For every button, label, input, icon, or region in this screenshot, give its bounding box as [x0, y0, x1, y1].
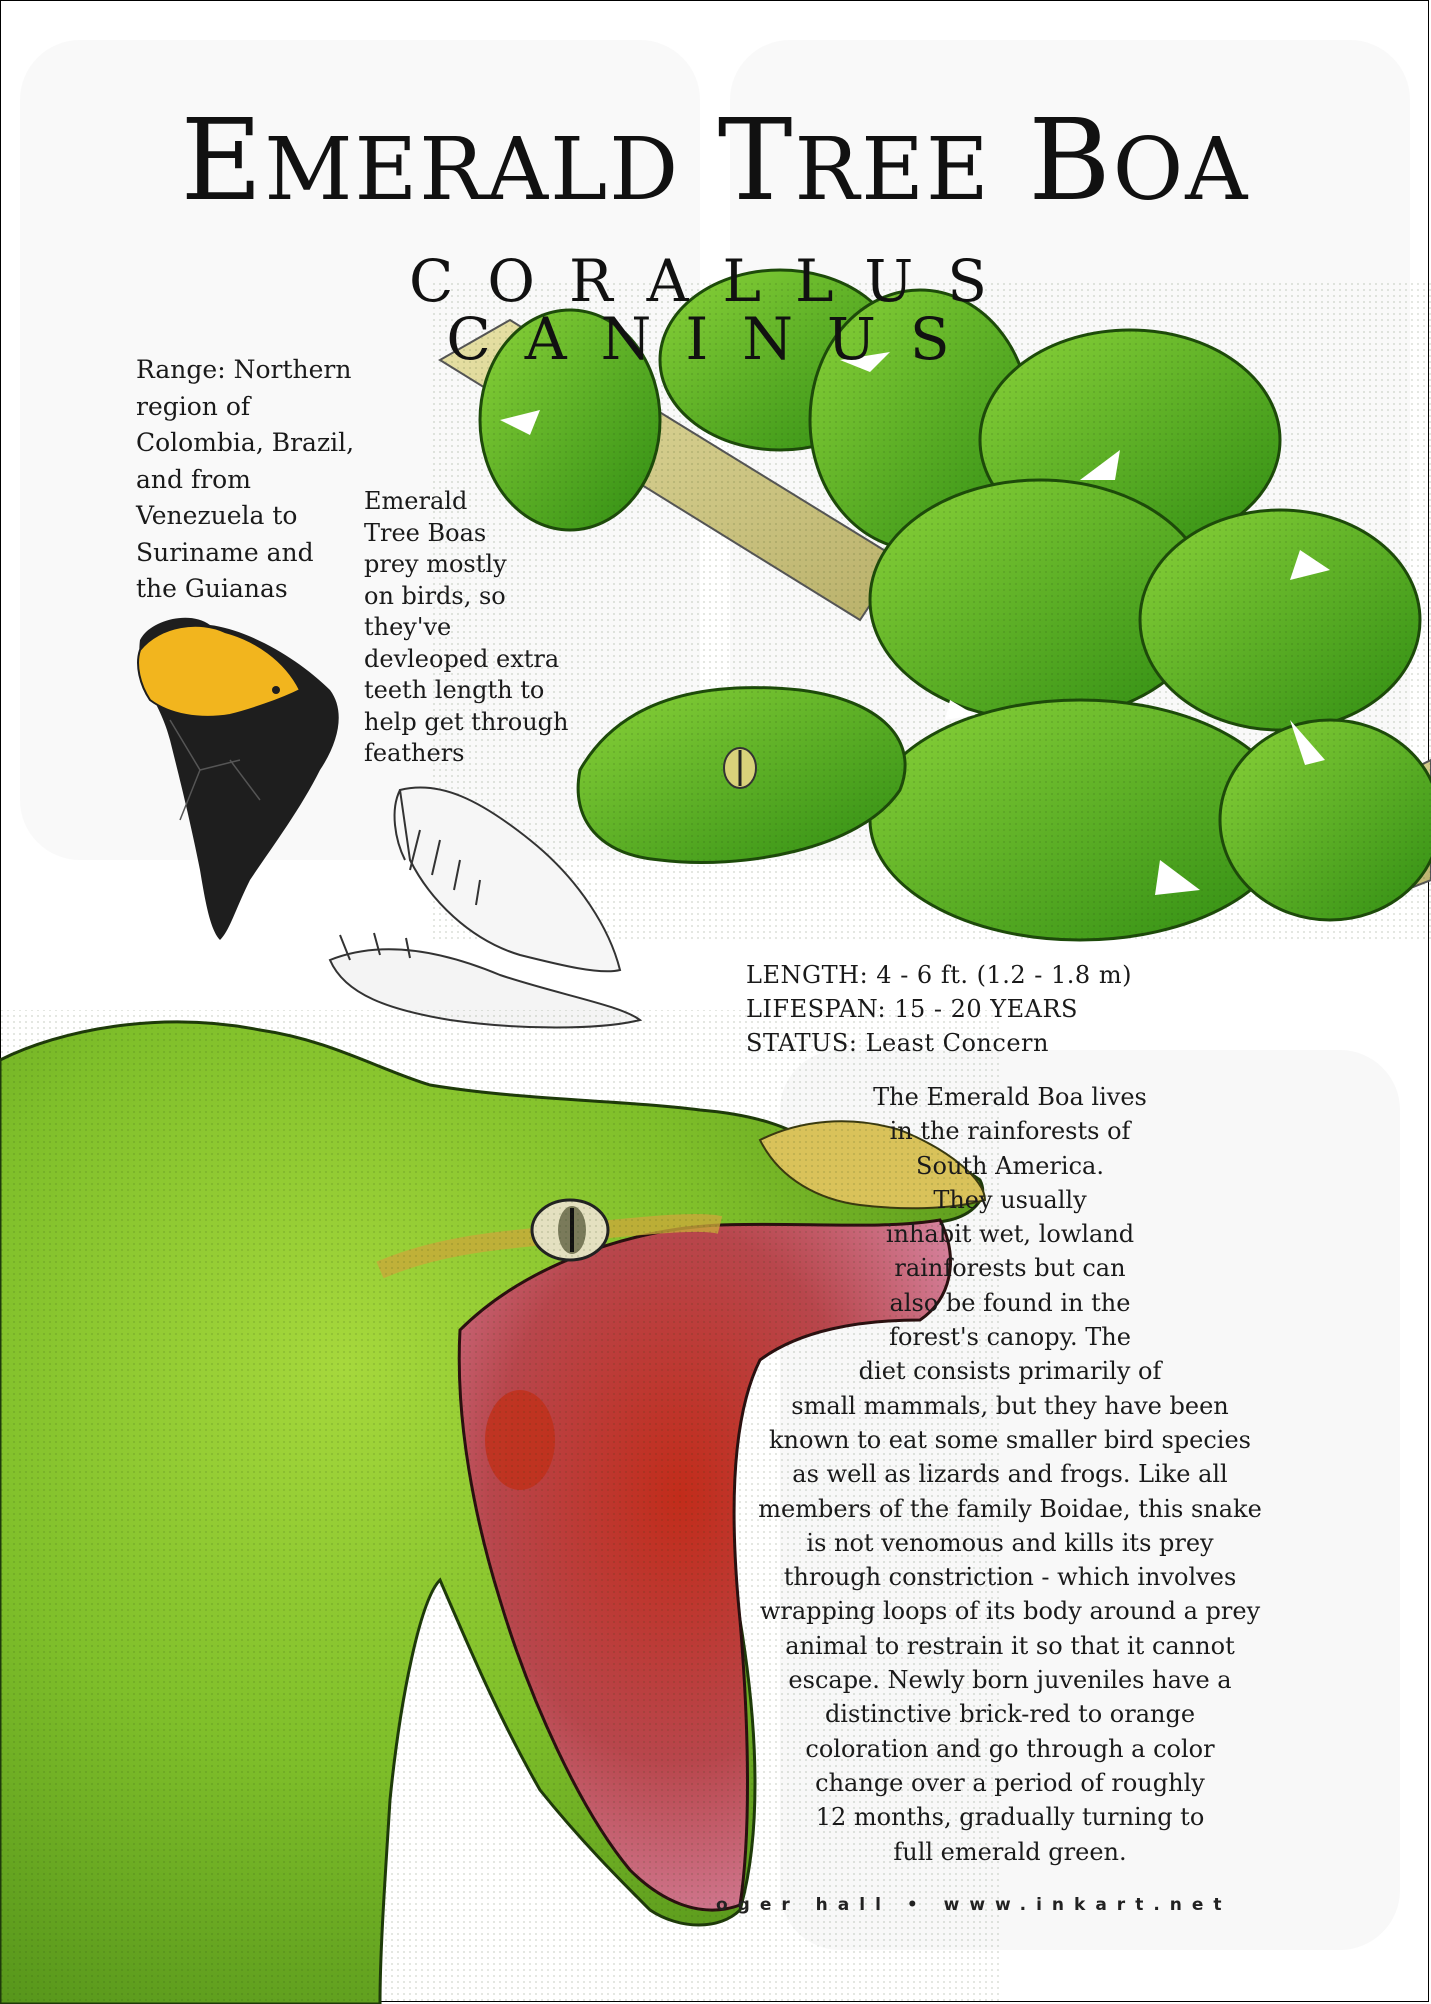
- page-title: EMERALD TREE BOA: [180, 96, 1250, 226]
- scientific-name: CORALLUS CANINUS: [409, 247, 1021, 373]
- status-stat: STATUS: Least Concern: [746, 1029, 1049, 1057]
- stats-block: [746, 958, 1226, 1060]
- lifespan-stat: LIFESPAN: 15 - 20 YEARS: [746, 995, 1078, 1023]
- length-stat: LENGTH: 4 - 6 ft. (1.2 - 1.8 m): [746, 961, 1132, 989]
- description: The Emerald Boa lives in the rainforests of South America. They usually inhabit wet, lowland rainforests but can also be found in the forest's canopy. The diet consists primarily of small mammals, but they have been known to eat some smaller bird species as well as lizards and frogs. Like all members of the family Boidae, this snake is not venomous and kills its prey through constriction - which involves wrapping loops of its body around a prey animal to restrain it so that it cannot escape. Newly born juveniles have a distinctive brick-red to orange coloration and go through a color change over a period of roughly 12 months, gradually turning to full emerald green.: [758, 1083, 1262, 1866]
- artist-credit: oger hall • www.inkart.net: [716, 1895, 1232, 1915]
- range-text: Range: Northern region of Colombia, Brazil, and from Venezuela to Suriname and the Guianas: [136, 355, 355, 603]
- prey-text: Emerald Tree Boas prey mostly on birds, so they've devleoped extra teeth length to help get through feathers: [364, 487, 569, 767]
- south-america-map: [138, 618, 339, 940]
